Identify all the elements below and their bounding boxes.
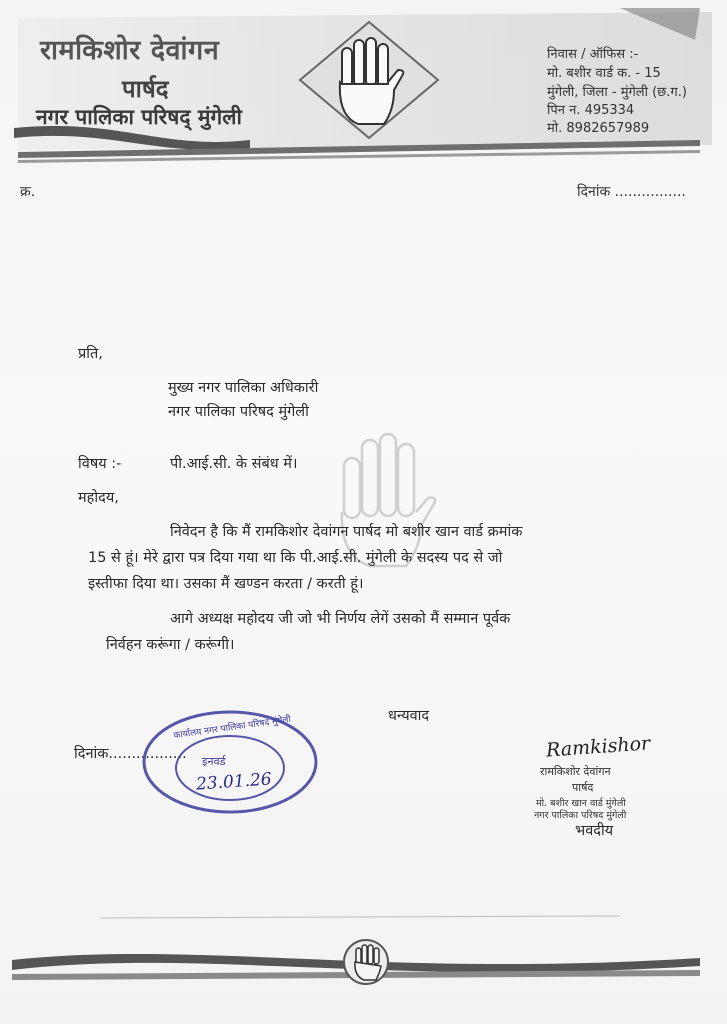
address-pin: पिन न. 495334 (547, 103, 635, 118)
thanks-text: धन्यवाद (388, 708, 430, 724)
signature-handwriting: Ramkishor (545, 732, 651, 762)
para1-line3: इस्तीफा दिया था। उसका मैं खण्डन करता / करती हूं। (88, 576, 364, 592)
stamp-date: 23.01.26 (195, 769, 273, 795)
office-stamp (140, 708, 320, 816)
signatory-name: रामकिशोर देवांगन (540, 765, 611, 778)
to-label: प्रति, (78, 346, 103, 362)
closing-text: भवदीय (575, 823, 614, 839)
subject-text: पी.आई.सी. के संबंध में। (170, 456, 298, 472)
para1-line1: निवेदन है कि मैं रामकिशोर देवांगन पार्षद मो बशीर खान वार्ड क्रमांक (170, 524, 523, 540)
ref-number-label: क्र. (20, 184, 36, 200)
ref-date-label: दिनांक ................ (577, 184, 686, 200)
footer-date-label: दिनांक................. (74, 746, 187, 762)
stamp-inward: इनवर्ड (202, 755, 226, 768)
recipient-designation: मुख्य नगर पालिका अधिकारी (168, 380, 319, 396)
recipient-office: नगर पालिका परिषद मुंगेली (168, 404, 309, 420)
hand-symbol-icon (298, 20, 440, 140)
address-heading: निवास / ऑफिस :- (547, 47, 639, 62)
para2-line2: निर्वहन करूंगा / करूंगी। (106, 637, 235, 653)
councillor-name: रामकिशोर देवांगन (40, 35, 220, 66)
signatory-ward: मो. बशीर खान वार्ड मुंगेली (536, 798, 626, 809)
signatory-role: पार्षद (572, 781, 594, 794)
footer-band (0, 900, 727, 1010)
council-name: नगर पालिका परिषद् मुंगेली (36, 105, 242, 129)
salutation: महोदय, (78, 490, 119, 506)
address-ward: मो. बशीर वार्ड क. - 15 (547, 66, 661, 81)
para2-line1: आगे अध्यक्ष महोदय जी जो भी निर्णय लेगें उसको मैं सम्मान पूर्वक (170, 611, 511, 627)
address-mobile: मो. 8982657989 (547, 121, 650, 136)
para1-line2: 15 से हूं। मेरे द्वारा पत्र दिया गया था कि पी.आई.सी. मुंगेली के सदस्य पद से जो (88, 550, 503, 566)
signatory-council: नगर पालिका परिषद मुंगेली (534, 810, 627, 821)
stamp-ring-text: कार्यालय नगर पालिका परिषद मुंगेली (172, 714, 292, 742)
address-district: मुंगेली, जिला - मुंगेली (छ.ग.) (547, 85, 687, 100)
subject-label: विषय :- (78, 456, 122, 472)
councillor-role: पार्षद (122, 75, 169, 103)
